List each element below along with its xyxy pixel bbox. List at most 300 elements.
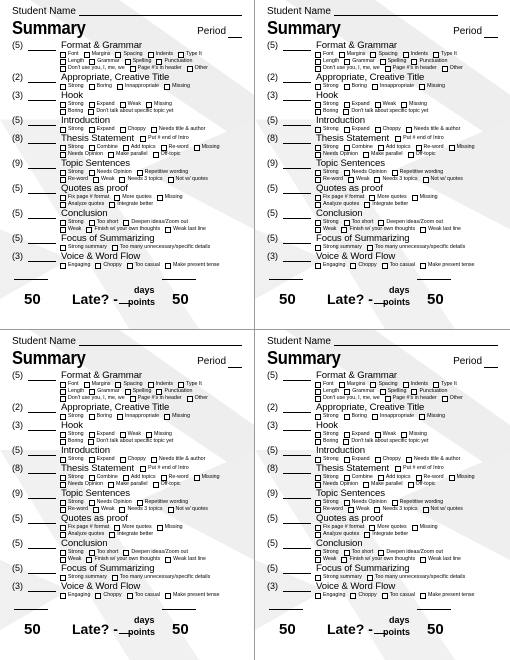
checkbox[interactable]	[315, 500, 321, 506]
checkbox[interactable]	[120, 127, 126, 133]
total-score-blank[interactable]	[14, 609, 48, 610]
checkbox[interactable]	[60, 593, 66, 599]
option-item[interactable]	[344, 431, 370, 438]
checkbox[interactable]	[108, 152, 114, 158]
score-blank[interactable]	[283, 159, 311, 169]
option-item[interactable]	[370, 51, 397, 58]
option-item[interactable]	[89, 549, 119, 556]
checkbox[interactable]	[60, 557, 66, 563]
option-item[interactable]	[339, 381, 366, 388]
checkbox[interactable]	[123, 145, 129, 151]
option-item[interactable]	[315, 481, 358, 488]
checkbox[interactable]	[60, 389, 66, 395]
period-blank[interactable]	[228, 27, 242, 38]
checkbox[interactable]	[60, 220, 66, 226]
score-blank[interactable]	[28, 209, 56, 219]
checkbox[interactable]	[127, 263, 133, 269]
checkbox[interactable]	[187, 66, 193, 72]
option-item[interactable]	[344, 126, 370, 133]
option-item[interactable]	[363, 151, 403, 158]
option-item[interactable]	[372, 83, 414, 90]
checkbox[interactable]	[89, 145, 95, 151]
checkbox[interactable]	[165, 557, 171, 563]
option-item[interactable]	[374, 176, 417, 183]
option-item[interactable]	[423, 506, 463, 513]
score-blank[interactable]	[283, 41, 311, 51]
checkbox[interactable]	[161, 475, 167, 481]
score-blank[interactable]	[283, 252, 311, 262]
checkbox[interactable]	[372, 414, 378, 420]
option-item[interactable]	[60, 413, 84, 420]
option-item[interactable]	[153, 481, 181, 488]
checkbox[interactable]	[84, 52, 90, 58]
checkbox[interactable]	[315, 145, 321, 151]
checkbox[interactable]	[146, 432, 152, 438]
checkbox[interactable]	[137, 170, 143, 176]
option-item[interactable]	[60, 474, 84, 481]
option-item[interactable]	[315, 531, 359, 538]
option-item[interactable]	[392, 169, 444, 176]
checkbox[interactable]	[146, 102, 152, 108]
option-item[interactable]	[315, 524, 364, 531]
option-item[interactable]	[315, 201, 359, 208]
option-item[interactable]	[117, 83, 159, 90]
checkbox[interactable]	[112, 245, 118, 251]
option-item[interactable]	[88, 108, 173, 115]
checkbox[interactable]	[89, 102, 95, 108]
final-score-blank[interactable]	[162, 609, 196, 610]
option-item[interactable]	[433, 381, 457, 388]
option-item[interactable]	[315, 431, 339, 438]
option-item[interactable]	[408, 151, 436, 158]
option-item[interactable]	[164, 413, 190, 420]
option-item[interactable]	[315, 51, 334, 58]
checkbox[interactable]	[378, 145, 384, 151]
option-item[interactable]	[344, 388, 374, 395]
option-item[interactable]	[378, 474, 411, 481]
checkbox[interactable]	[178, 382, 184, 388]
option-item[interactable]	[315, 438, 338, 445]
checkbox[interactable]	[344, 59, 350, 65]
option-item[interactable]	[364, 201, 408, 208]
option-item[interactable]	[165, 226, 206, 233]
option-item[interactable]	[109, 531, 153, 538]
checkbox[interactable]	[375, 102, 381, 108]
option-item[interactable]	[127, 262, 160, 269]
option-item[interactable]	[60, 126, 84, 133]
option-item[interactable]	[315, 144, 339, 151]
option-item[interactable]	[123, 144, 156, 151]
option-item[interactable]	[372, 413, 414, 420]
checkbox[interactable]	[344, 220, 350, 226]
option-item[interactable]	[375, 456, 401, 463]
checkbox[interactable]	[449, 475, 455, 481]
checkbox[interactable]	[406, 127, 412, 133]
checkbox[interactable]	[344, 432, 350, 438]
option-item[interactable]	[120, 431, 141, 438]
checkbox[interactable]	[86, 557, 92, 563]
option-item[interactable]	[120, 101, 141, 108]
option-item[interactable]	[156, 58, 192, 65]
option-item[interactable]	[315, 219, 339, 226]
checkbox[interactable]	[125, 389, 131, 395]
option-item[interactable]	[137, 169, 189, 176]
option-item[interactable]	[416, 474, 444, 481]
option-item[interactable]	[123, 549, 188, 556]
checkbox[interactable]	[369, 195, 375, 201]
score-blank[interactable]	[28, 41, 56, 51]
checkbox[interactable]	[60, 525, 66, 531]
option-item[interactable]	[114, 524, 151, 531]
option-item[interactable]	[60, 574, 107, 581]
score-blank[interactable]	[283, 134, 311, 144]
checkbox[interactable]	[375, 127, 381, 133]
checkbox[interactable]	[123, 550, 129, 556]
option-item[interactable]	[60, 101, 84, 108]
checkbox[interactable]	[372, 84, 378, 90]
option-item[interactable]	[315, 58, 339, 65]
option-item[interactable]	[93, 176, 114, 183]
checkbox[interactable]	[60, 59, 66, 65]
checkbox[interactable]	[115, 52, 121, 58]
checkbox[interactable]	[416, 475, 422, 481]
checkbox[interactable]	[165, 227, 171, 233]
score-blank[interactable]	[28, 73, 56, 83]
option-item[interactable]	[378, 219, 443, 226]
checkbox[interactable]	[315, 202, 321, 208]
option-item[interactable]	[165, 592, 220, 599]
checkbox[interactable]	[385, 66, 391, 72]
option-item[interactable]	[86, 556, 160, 563]
checkbox[interactable]	[315, 457, 321, 463]
option-item[interactable]	[60, 176, 88, 183]
option-item[interactable]	[315, 381, 334, 388]
option-item[interactable]	[367, 244, 465, 251]
option-item[interactable]	[411, 388, 447, 395]
option-item[interactable]	[315, 226, 336, 233]
checkbox[interactable]	[115, 382, 121, 388]
checkbox[interactable]	[168, 177, 174, 183]
option-item[interactable]	[433, 51, 457, 58]
option-item[interactable]	[442, 395, 463, 402]
checkbox[interactable]	[344, 550, 350, 556]
option-item[interactable]	[315, 556, 336, 563]
checkbox[interactable]	[315, 52, 321, 58]
option-item[interactable]	[168, 176, 208, 183]
checkbox[interactable]	[60, 414, 66, 420]
checkbox[interactable]	[108, 482, 114, 488]
option-item[interactable]	[60, 201, 104, 208]
checkbox[interactable]	[341, 557, 347, 563]
checkbox[interactable]	[187, 396, 193, 402]
checkbox[interactable]	[315, 414, 321, 420]
checkbox[interactable]	[60, 227, 66, 233]
option-item[interactable]	[315, 395, 380, 402]
checkbox[interactable]	[153, 152, 159, 158]
student-name-field[interactable]	[79, 6, 242, 16]
checkbox[interactable]	[344, 102, 350, 108]
checkbox[interactable]	[89, 389, 95, 395]
checkbox[interactable]	[60, 263, 66, 269]
checkbox[interactable]	[375, 432, 381, 438]
score-blank[interactable]	[283, 184, 311, 194]
option-item[interactable]	[449, 474, 475, 481]
option-item[interactable]	[344, 413, 367, 420]
checkbox[interactable]	[60, 84, 66, 90]
checkbox[interactable]	[449, 145, 455, 151]
option-item[interactable]	[315, 194, 364, 201]
checkbox[interactable]	[392, 500, 398, 506]
option-item[interactable]	[315, 176, 343, 183]
checkbox[interactable]	[148, 52, 154, 58]
option-item[interactable]	[157, 524, 183, 531]
option-item[interactable]	[344, 219, 374, 226]
score-blank[interactable]	[28, 252, 56, 262]
option-item[interactable]	[164, 83, 190, 90]
checkbox[interactable]	[364, 532, 370, 538]
checkbox[interactable]	[315, 557, 321, 563]
option-item[interactable]	[178, 51, 202, 58]
checkbox[interactable]	[137, 500, 143, 506]
total-score-blank[interactable]	[269, 279, 303, 280]
checkbox[interactable]	[117, 84, 123, 90]
option-item[interactable]	[84, 51, 111, 58]
option-item[interactable]	[151, 456, 206, 463]
option-item[interactable]	[420, 226, 461, 233]
option-item[interactable]	[146, 431, 172, 438]
option-item[interactable]	[60, 65, 125, 72]
option-item[interactable]	[401, 101, 427, 108]
option-item[interactable]	[315, 506, 343, 513]
checkbox[interactable]	[157, 195, 163, 201]
checkbox[interactable]	[60, 202, 66, 208]
total-score-blank[interactable]	[14, 279, 48, 280]
checkbox[interactable]	[88, 439, 94, 445]
checkbox[interactable]	[60, 550, 66, 556]
checkbox[interactable]	[89, 414, 95, 420]
option-item[interactable]	[60, 381, 79, 388]
option-item[interactable]	[380, 388, 407, 395]
checkbox[interactable]	[130, 396, 136, 402]
option-item[interactable]	[153, 151, 181, 158]
option-item[interactable]	[88, 438, 173, 445]
option-item[interactable]	[194, 474, 220, 481]
checkbox[interactable]	[380, 389, 386, 395]
checkbox[interactable]	[194, 145, 200, 151]
score-blank[interactable]	[28, 564, 56, 574]
checkbox[interactable]	[194, 475, 200, 481]
checkbox[interactable]	[344, 84, 350, 90]
checkbox[interactable]	[315, 220, 321, 226]
option-item[interactable]	[315, 592, 345, 599]
checkbox[interactable]	[60, 245, 66, 251]
option-item[interactable]	[412, 194, 438, 201]
option-item[interactable]	[350, 592, 376, 599]
option-item[interactable]	[344, 144, 373, 151]
score-blank[interactable]	[28, 421, 56, 431]
option-item[interactable]	[60, 524, 109, 531]
score-blank[interactable]	[283, 73, 311, 83]
score-blank[interactable]	[283, 489, 311, 499]
checkbox[interactable]	[95, 593, 101, 599]
checkbox[interactable]	[363, 152, 369, 158]
checkbox[interactable]	[60, 102, 66, 108]
checkbox[interactable]	[315, 84, 321, 90]
option-item[interactable]	[315, 244, 362, 251]
checkbox[interactable]	[367, 245, 373, 251]
option-item[interactable]	[168, 506, 208, 513]
option-item[interactable]	[315, 262, 345, 269]
checkbox[interactable]	[412, 195, 418, 201]
option-item[interactable]	[374, 506, 417, 513]
option-item[interactable]	[60, 219, 84, 226]
option-item[interactable]	[115, 381, 142, 388]
checkbox[interactable]	[60, 127, 66, 133]
checkbox[interactable]	[315, 109, 321, 115]
option-item[interactable]	[120, 456, 146, 463]
option-item[interactable]	[364, 531, 408, 538]
checkbox[interactable]	[408, 482, 414, 488]
checkbox[interactable]	[315, 152, 321, 158]
checkbox[interactable]	[60, 475, 66, 481]
option-item[interactable]	[60, 244, 107, 251]
option-item[interactable]	[89, 413, 112, 420]
checkbox[interactable]	[140, 136, 146, 142]
checkbox[interactable]	[367, 575, 373, 581]
checkbox[interactable]	[401, 432, 407, 438]
checkbox[interactable]	[378, 550, 384, 556]
option-item[interactable]	[148, 51, 173, 58]
checkbox[interactable]	[315, 550, 321, 556]
option-item[interactable]	[123, 219, 188, 226]
checkbox[interactable]	[315, 593, 321, 599]
option-item[interactable]	[60, 194, 109, 201]
checkbox[interactable]	[420, 227, 426, 233]
score-blank[interactable]	[283, 234, 311, 244]
option-item[interactable]	[344, 456, 370, 463]
checkbox[interactable]	[408, 152, 414, 158]
option-item[interactable]	[89, 83, 112, 90]
checkbox[interactable]	[374, 507, 380, 513]
option-item[interactable]	[423, 176, 463, 183]
score-blank[interactable]	[28, 489, 56, 499]
option-item[interactable]	[108, 151, 148, 158]
option-item[interactable]	[442, 65, 463, 72]
score-blank[interactable]	[283, 514, 311, 524]
checkbox[interactable]	[344, 127, 350, 133]
score-blank[interactable]	[283, 421, 311, 431]
checkbox[interactable]	[60, 482, 66, 488]
checkbox[interactable]	[60, 177, 66, 183]
option-item[interactable]	[89, 126, 115, 133]
option-item[interactable]	[344, 474, 373, 481]
option-item[interactable]	[382, 262, 415, 269]
checkbox[interactable]	[343, 109, 349, 115]
checkbox[interactable]	[344, 500, 350, 506]
score-blank[interactable]	[28, 446, 56, 456]
option-item[interactable]	[187, 395, 208, 402]
option-item[interactable]	[420, 556, 461, 563]
option-item[interactable]	[60, 395, 125, 402]
checkbox[interactable]	[315, 532, 321, 538]
checkbox[interactable]	[395, 136, 401, 142]
final-score-blank[interactable]	[417, 279, 451, 280]
checkbox[interactable]	[93, 507, 99, 513]
score-blank[interactable]	[28, 234, 56, 244]
option-item[interactable]	[112, 244, 210, 251]
checkbox[interactable]	[350, 263, 356, 269]
option-item[interactable]	[315, 169, 339, 176]
checkbox[interactable]	[89, 220, 95, 226]
option-item[interactable]	[315, 83, 339, 90]
checkbox[interactable]	[60, 66, 66, 72]
option-item[interactable]	[156, 388, 192, 395]
checkbox[interactable]	[86, 227, 92, 233]
checkbox[interactable]	[315, 59, 321, 65]
checkbox[interactable]	[315, 475, 321, 481]
checkbox[interactable]	[433, 382, 439, 388]
option-item[interactable]	[363, 481, 403, 488]
total-score-blank[interactable]	[269, 609, 303, 610]
checkbox[interactable]	[403, 52, 409, 58]
checkbox[interactable]	[369, 525, 375, 531]
score-blank[interactable]	[283, 564, 311, 574]
option-item[interactable]	[187, 65, 208, 72]
checkbox[interactable]	[164, 414, 170, 420]
checkbox[interactable]	[114, 525, 120, 531]
option-item[interactable]	[60, 108, 83, 115]
option-item[interactable]	[315, 65, 380, 72]
option-item[interactable]	[419, 83, 445, 90]
checkbox[interactable]	[89, 550, 95, 556]
checkbox[interactable]	[119, 177, 125, 183]
option-item[interactable]	[119, 176, 162, 183]
option-item[interactable]	[60, 549, 84, 556]
option-item[interactable]	[378, 144, 411, 151]
checkbox[interactable]	[344, 414, 350, 420]
option-item[interactable]	[60, 438, 83, 445]
option-item[interactable]	[89, 499, 132, 506]
checkbox[interactable]	[123, 475, 129, 481]
checkbox[interactable]	[344, 145, 350, 151]
option-item[interactable]	[416, 144, 444, 151]
option-item[interactable]	[60, 151, 103, 158]
checkbox[interactable]	[419, 84, 425, 90]
score-blank[interactable]	[283, 116, 311, 126]
option-item[interactable]	[375, 126, 401, 133]
checkbox[interactable]	[344, 170, 350, 176]
option-item[interactable]	[125, 388, 152, 395]
checkbox[interactable]	[442, 396, 448, 402]
checkbox[interactable]	[423, 507, 429, 513]
checkbox[interactable]	[60, 575, 66, 581]
option-item[interactable]	[315, 126, 339, 133]
score-blank[interactable]	[283, 91, 311, 101]
option-item[interactable]	[315, 574, 362, 581]
checkbox[interactable]	[348, 507, 354, 513]
checkbox[interactable]	[109, 202, 115, 208]
checkbox[interactable]	[339, 382, 345, 388]
checkbox[interactable]	[341, 227, 347, 233]
option-item[interactable]	[151, 126, 206, 133]
option-item[interactable]	[89, 474, 118, 481]
checkbox[interactable]	[140, 466, 146, 472]
checkbox[interactable]	[315, 396, 321, 402]
score-blank[interactable]	[283, 539, 311, 549]
checkbox[interactable]	[315, 245, 321, 251]
option-item[interactable]	[130, 395, 182, 402]
checkbox[interactable]	[315, 525, 321, 531]
